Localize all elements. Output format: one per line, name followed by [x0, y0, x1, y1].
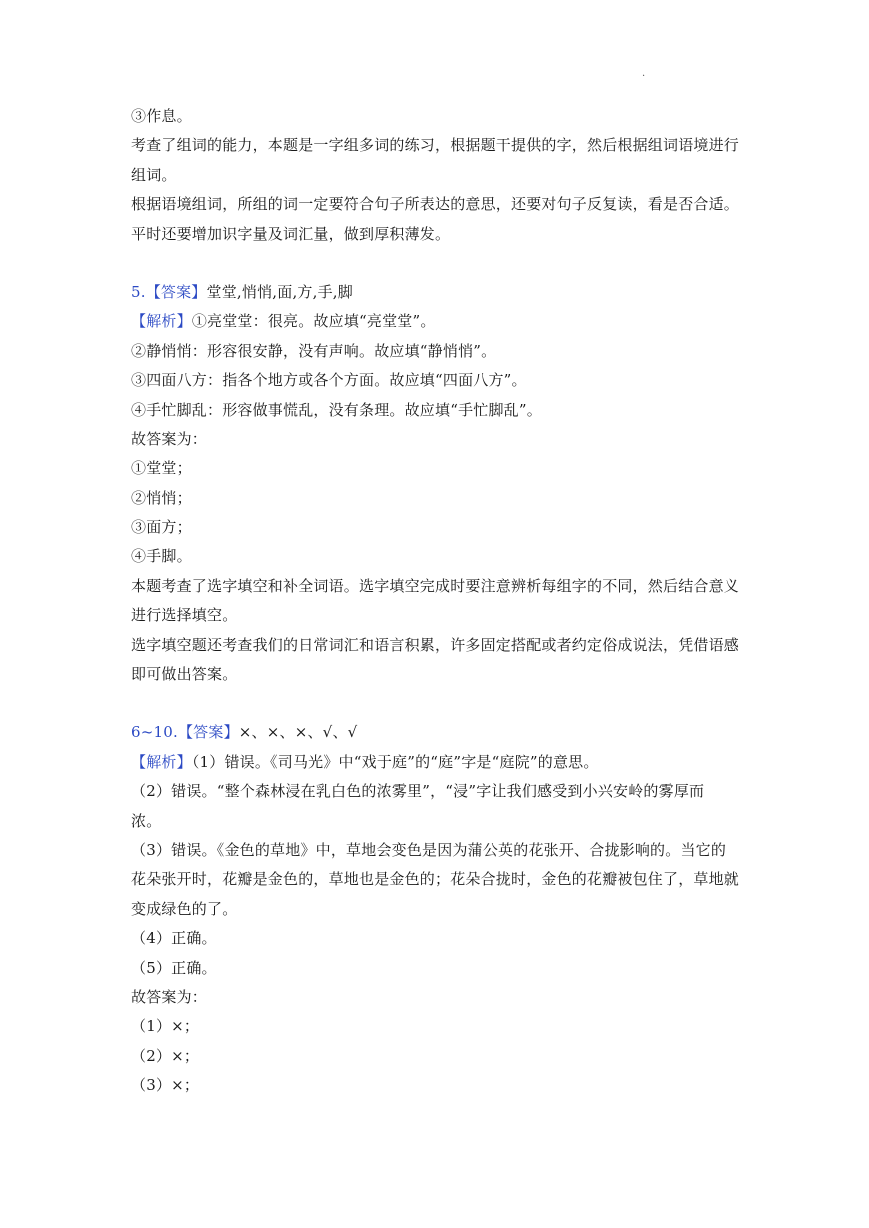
text-line: （2）×；	[131, 1046, 200, 1065]
analysis-text: （1）错误。《司马光》中“戏于庭”的“庭”字是“庭院”的意思。	[191, 752, 599, 771]
text-line: 考查了组词的能力，本题是一字组多词的练习，根据题干提供的字，然后根据组词语境进行	[131, 136, 740, 155]
text-line: 选字填空题还考查我们的日常词汇和语言积累，许多固定搭配或者约定俗成说法，凭借语感	[131, 635, 740, 654]
text-line: ②悄悄；	[131, 488, 192, 507]
text-line: 故答案为：	[131, 429, 208, 448]
question-5-section	[131, 278, 741, 689]
text-line: 故答案为：	[131, 987, 208, 1006]
text-line: （1）×；	[131, 1017, 200, 1036]
answer-line	[131, 718, 741, 747]
page-mark: .	[642, 68, 646, 79]
answer-text: ×、×、×、√、√	[238, 723, 358, 742]
text-line: 组词。	[131, 165, 177, 184]
text-line: 根据语境组词，所组的词一定要符合句子所表达的意思，还要对句子反复读，看是否合适。	[131, 195, 740, 214]
answer-text: 堂堂,悄悄,面,方,手,脚	[206, 282, 353, 301]
analysis-line	[131, 307, 741, 336]
text-line: ①堂堂；	[131, 459, 192, 478]
text-line: （4）正确。	[131, 929, 217, 948]
answer-label: 6~10.【答案】	[131, 723, 239, 742]
analysis-label: 【解析】	[131, 312, 192, 331]
text-line: ②静悄悄：形容很安静，没有声响。故应填“静悄悄”。	[131, 341, 497, 360]
text-line: 浓。	[131, 811, 162, 830]
analysis-line	[131, 748, 741, 777]
answer-line	[131, 278, 741, 307]
section-prev-answer	[131, 102, 741, 249]
text-line: 变成绿色的了。	[131, 899, 238, 918]
text-line: （5）正确。	[131, 958, 217, 977]
text-line: （2）错误。“整个森林浸在乳白色的浓雾里”，“浸”字让我们感受到小兴安岭的雾厚而	[131, 782, 705, 801]
answer-label: 5.【答案】	[131, 282, 207, 301]
question-6-10-section	[131, 718, 741, 1100]
text-line: （3）错误。《金色的草地》中，草地会变色是因为蒲公英的花张开、合拢影响的。当它的	[131, 840, 727, 859]
document-body	[131, 102, 741, 1101]
text-line: ③面方；	[131, 518, 192, 537]
analysis-label: 【解析】	[131, 752, 192, 771]
text-line: 即可做出答案。	[131, 665, 238, 684]
text-line: 进行选择填空。	[131, 606, 238, 625]
text-line: ④手脚。	[131, 547, 192, 566]
text-line: 本题考查了选字填空和补全词语。选字填空完成时要注意辨析每组字的不同，然后结合意义	[131, 576, 740, 595]
text-line: （3）×；	[131, 1076, 200, 1095]
analysis-text: ①亮堂堂：很亮。故应填“亮堂堂”。	[191, 312, 436, 331]
text-line: ④手忙脚乱：形容做事慌乱，没有条理。故应填“手忙脚乱”。	[131, 400, 542, 419]
text-line: ③四面八方：指各个地方或各个方面。故应填“四面八方”。	[131, 371, 527, 390]
text-line: 平时还要增加识字量及词汇量，做到厚积薄发。	[131, 224, 451, 243]
text-line: ③作息。	[131, 107, 192, 125]
text-line: 花朵张开时，花瓣是金色的，草地也是金色的；花朵合拢时，金色的花瓣被包住了，草地就	[131, 870, 740, 889]
